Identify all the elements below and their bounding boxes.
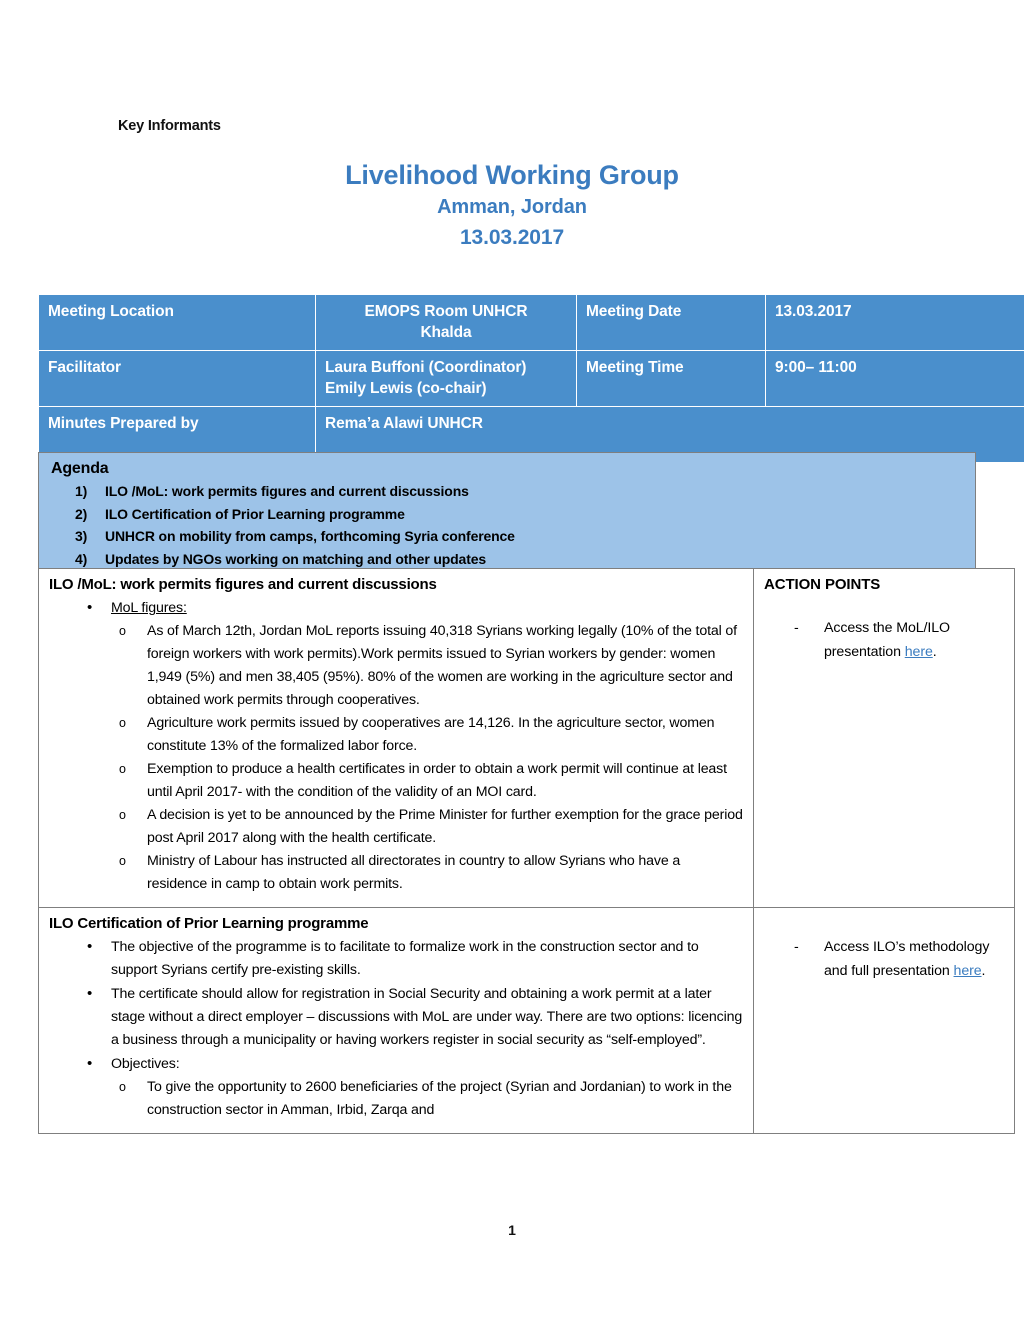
meeting-date-label: Meeting Date <box>577 295 766 351</box>
action-point-text: Access the MoL/ILO presentation <box>824 620 950 660</box>
sub-bullet-marker-icon: o <box>119 716 126 730</box>
section-2-content-cell <box>39 908 754 1134</box>
agenda-item-number: 4) <box>75 550 88 567</box>
section-1-bullet-list <box>49 597 743 896</box>
meeting-date-subtitle: 13.03.2017 <box>459 226 565 249</box>
page-number: 1 <box>508 1222 516 1238</box>
list-item-text: A decision is yet to be announced by the Prime Minister for further exemption for the grace period post April 2017 along with the health certificate. <box>147 807 743 846</box>
document-title-block <box>0 158 1024 254</box>
mol-figures-label: MoL figures: <box>111 600 187 616</box>
bullet-marker-icon: • <box>87 985 93 1002</box>
meeting-location-value-line1: EMOPS Room UNHCR <box>364 303 528 320</box>
action-point-text: Access ILO’s methodology and full presentation <box>824 939 990 979</box>
bullet-marker-icon: • <box>87 938 93 955</box>
meeting-time-label: Meeting Time <box>577 351 766 407</box>
agenda-item-number: 3) <box>75 528 88 544</box>
list-item <box>49 597 743 896</box>
page-title: Livelihood Working Group <box>345 160 679 190</box>
ilo-methodology-presentation-link[interactable]: here <box>953 963 982 979</box>
section-2-heading: ILO Certification of Prior Learning programme <box>49 915 369 932</box>
agenda-item-3 <box>67 525 975 548</box>
dash-marker-icon: - <box>794 939 799 955</box>
agenda-item-number: 2) <box>75 505 88 522</box>
key-informants-label: Key Informants <box>118 118 221 134</box>
list-item-text: The objective of the programme is to facilitate to formalize work in the construction sector and to support Syrians certify pre-existing skills. <box>111 939 699 978</box>
meeting-date-value: 13.03.2017 <box>766 295 1024 351</box>
meeting-location-subtitle: Amman, Jordan <box>437 196 587 218</box>
facilitator-value-line2: Emily Lewis (co-chair) <box>325 380 487 397</box>
mol-figures-sublist <box>111 620 743 896</box>
agenda-item-2 <box>67 503 975 526</box>
meeting-info-table <box>38 294 1024 463</box>
agenda-heading: Agenda <box>51 460 109 477</box>
sub-bullet-marker-icon: o <box>119 808 126 822</box>
dash-marker-icon: - <box>794 620 799 636</box>
list-item <box>111 1076 743 1122</box>
agenda-item-label: ILO /MoL: work permits figures and current discussions <box>105 483 469 499</box>
list-item <box>762 935 1006 983</box>
table-row <box>39 569 1015 908</box>
agenda-item-1 <box>67 480 975 503</box>
list-item-text: Ministry of Labour has instructed all directorates in country to allow Syrians who have a residence in camp to obtain work permits. <box>147 853 681 892</box>
list-item-text: Agriculture work permits issued by cooperatives are 14,126. In the agriculture sector, women constitute 13% of the formalized labor force. <box>147 715 715 754</box>
agenda-item-number: 1) <box>75 483 88 499</box>
facilitator-value-line1: Laura Buffoni (Coordinator) <box>325 359 527 376</box>
list-item <box>111 758 743 804</box>
agenda-box <box>38 452 976 576</box>
action-points-heading: ACTION POINTS <box>764 576 881 593</box>
mol-ilo-presentation-link[interactable]: here <box>904 644 933 660</box>
action-points-list-1 <box>762 616 1006 664</box>
meeting-location-label: Meeting Location <box>39 295 316 351</box>
facilitator-value <box>316 351 577 407</box>
meeting-time-value: 9:00– 11:00 <box>766 351 1024 407</box>
sub-bullet-marker-icon: o <box>119 762 126 776</box>
action-points-list-2 <box>762 935 1006 983</box>
objectives-sublist <box>111 1076 743 1122</box>
sub-bullet-marker-icon: o <box>119 624 126 638</box>
list-item <box>111 620 743 712</box>
minutes-prepared-by-value: Rema’a Alawi UNHCR <box>316 407 1024 463</box>
list-item-text: As of March 12th, Jordan MoL reports issuing 40,318 Syrians working legally (10% of the total of foreign workers with work permits).Work permits issued to Syrian workers by gender: women 1,949 (5%) and men 38,405 (95%). 80% of the women are working in the agriculture sector and obtained work permits through cooperatives. <box>147 623 737 708</box>
list-item <box>49 983 743 1052</box>
agenda-item-label: Updates by NGOs working on matching and other updates <box>105 550 486 567</box>
list-item-text: Exemption to produce a health certificates in order to obtain a work permit will continue at least until April 2017- with the condition of the validity of an MOI card. <box>147 761 727 800</box>
section-2-bullet-list <box>49 936 743 1122</box>
section-2-action-points-cell <box>754 908 1015 1134</box>
meeting-location-value-line2: Khalda <box>420 324 472 341</box>
list-item <box>762 616 1006 664</box>
list-item <box>111 712 743 758</box>
bullet-marker-icon: • <box>87 599 93 616</box>
action-points-spacer <box>762 913 1006 935</box>
sub-bullet-marker-icon: o <box>119 1080 126 1094</box>
table-row <box>39 351 1024 407</box>
list-item <box>111 804 743 850</box>
section-1-heading: ILO /MoL: work permits figures and current discussions <box>49 576 437 593</box>
sub-bullet-marker-icon: o <box>119 854 126 868</box>
list-item-text: To give the opportunity to 2600 beneficiaries of the project (Syrian and Jordanian) to work in the construction sector in Amman, Irbid, Zarqa and <box>147 1079 732 1118</box>
agenda-item-label: ILO Certification of Prior Learning programme <box>105 505 405 522</box>
action-point-text-suffix: . <box>932 644 937 660</box>
action-point-text-suffix: . <box>981 963 986 979</box>
section-1-action-points-cell <box>754 569 1015 908</box>
bullet-marker-icon: • <box>87 1055 93 1072</box>
section-1-content-cell <box>39 569 754 908</box>
minutes-prepared-by-label: Minutes Prepared by <box>39 407 316 463</box>
agenda-item-4 <box>67 548 975 571</box>
table-row <box>39 908 1015 1134</box>
list-item <box>111 850 743 896</box>
agenda-item-label: UNHCR on mobility from camps, forthcoming Syria conference <box>105 528 515 544</box>
minutes-content-table <box>38 568 1015 1134</box>
objectives-label: Objectives: <box>111 1056 180 1072</box>
meeting-location-value <box>316 295 577 351</box>
facilitator-label: Facilitator <box>39 351 316 407</box>
table-row <box>39 295 1024 351</box>
list-item-text: The certificate should allow for registration in Social Security and obtaining a work permit at a later stage without a direct employer – discussions with MoL are under way. There are two options: licencing a business through a municipality or having workers register in social security as “self-employed”. <box>111 986 743 1048</box>
agenda-list <box>39 480 975 570</box>
list-item <box>49 1053 743 1122</box>
list-item <box>49 936 743 982</box>
